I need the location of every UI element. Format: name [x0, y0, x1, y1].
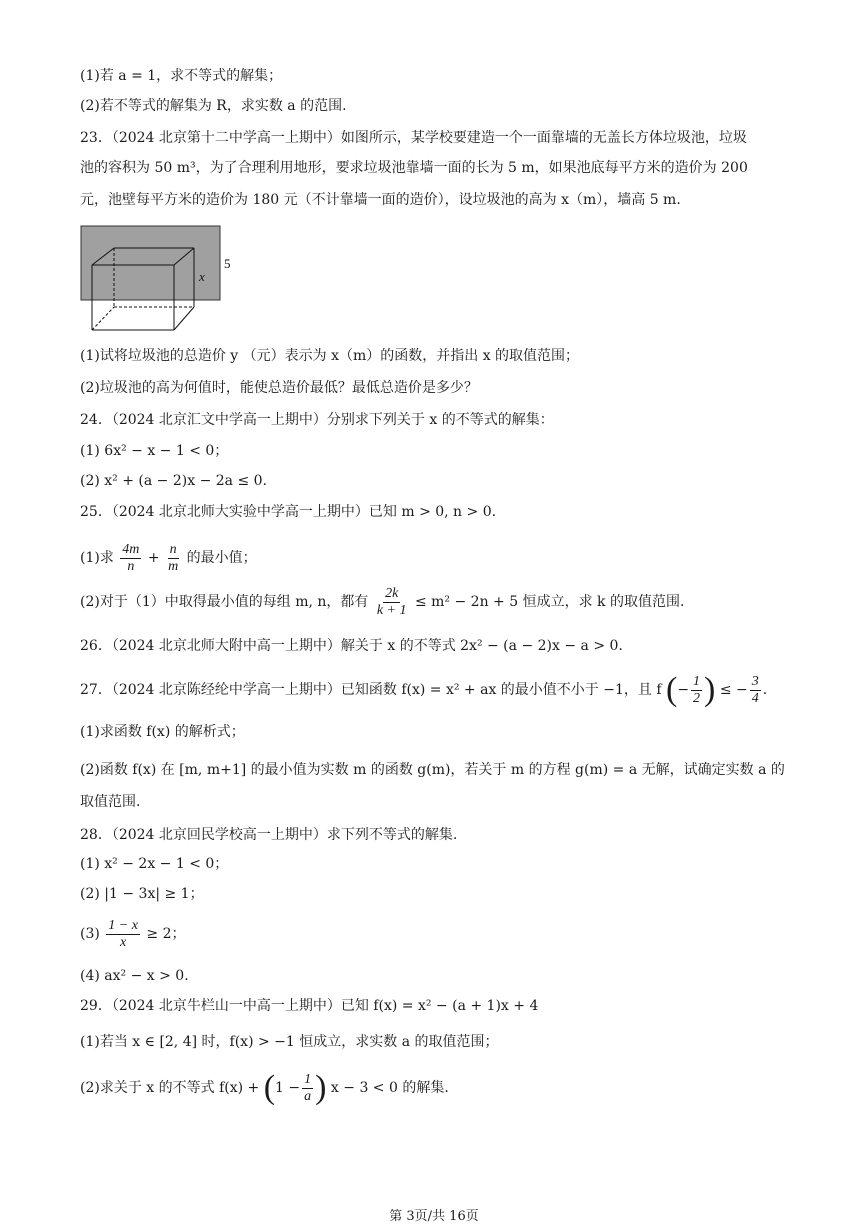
- q27-part2-line2: 取值范围.: [80, 794, 141, 810]
- q23-stem-line1: 23．（2024 北京第十二中学高一上期中）如图所示，某学校要建造一个一面靠墙的无盖长方体垃圾池，垃圾: [80, 130, 747, 146]
- frac-denominator: n: [127, 558, 135, 574]
- q24-part2: (2) x² + (a − 2)x − 2a ≤ 0.: [80, 473, 267, 489]
- frac-numerator: 1: [304, 1071, 312, 1087]
- right-paren: ): [315, 1069, 327, 1106]
- q27-stem: 27．（2024 北京陈经纶中学高一上期中）已知函数 f(x) = x² + ax 的最小值不小于 −1，且 f (− $\frac{1}{2}$ ) ≤ − $\frac{3}{4}$ .: [80, 671, 768, 708]
- right-paren: ): [704, 671, 716, 708]
- q28-stem: 28．（2024 北京回民学校高一上期中）求下列不等式的解集.: [80, 827, 458, 843]
- q24-part1: (1) 6x² − x − 1 < 0；: [80, 443, 229, 459]
- left-paren: (: [665, 671, 678, 708]
- frac-numerator: 1: [693, 673, 701, 689]
- q23-stem-line3: 元，池壁每平方米的造价为 180 元（不计靠墙一面的造价），设垃圾池的高为 x（m），墙高 5 m.: [80, 192, 681, 208]
- q23-stem-line2: 池的容积为 50 m³，为了合理利用地形，要求垃圾池靠墙一面的长为 5 m，如果池底每平方米的造价为 200: [80, 160, 748, 176]
- height-label: x: [199, 269, 205, 284]
- q27-stem-prefix: 27．（2024 北京陈经纶中学高一上期中）已知函数 f(x) = x² + ax 的最小值不小于 −1，且 f: [80, 682, 662, 698]
- q28-part3-prefix: (3): [80, 926, 100, 942]
- plus-sign: +: [147, 550, 160, 566]
- q25-frac-2k: [375, 586, 409, 619]
- q29-part2: [80, 1068, 808, 1108]
- one-minus: 1 −: [275, 1080, 301, 1096]
- frac-denominator: m: [168, 558, 179, 574]
- frac-denominator: x: [120, 934, 127, 950]
- q27-part1: (1)求函数 f(x) 的解析式；: [80, 724, 245, 740]
- wall-height-label: 5: [224, 256, 231, 271]
- q26-stem: 26．（2024 北京北师大附中高一上期中）解关于 x 的不等式 2x² − (a − 2)x − a > 0.: [80, 638, 623, 654]
- q25-part2-suffix: ≤ m² − 2n + 5 恒成立，求 k 的取值范围.: [414, 594, 685, 610]
- q29-part1: (1)若当 x ∈ [2, 4] 时，f(x) > −1 恒成立，求实数 a 的取值范围；: [80, 1034, 499, 1050]
- frac-numerator: 4m: [122, 541, 140, 557]
- garbage-pool-diagram: [78, 222, 238, 337]
- box-edge-br: [174, 307, 194, 330]
- page-footer: 第 3页/共 16页: [389, 1209, 479, 1224]
- frac-denominator: k + 1: [376, 602, 407, 618]
- q23-part2: (2)垃圾池的高为何值时，能使总造价最低？最低总造价是多少？: [80, 380, 478, 396]
- frac-denominator: 2: [693, 690, 701, 706]
- q28-frac: [106, 918, 140, 951]
- q25-part1-prefix: (1)求: [80, 550, 114, 566]
- q25-part1-suffix: 的最小值；: [186, 550, 257, 566]
- frac-denominator: a: [304, 1088, 312, 1104]
- q29-frac-one-over-a: [302, 1072, 313, 1105]
- frac-numerator: 1 − x: [108, 917, 138, 933]
- q25-part2: [80, 584, 808, 620]
- q28-part2: (2) |1 − 3x| ≥ 1；: [80, 886, 204, 902]
- minus-sign: −: [677, 682, 690, 698]
- wall-rect: [81, 226, 220, 300]
- q25-frac-n-m: [166, 542, 180, 575]
- left-paren: (: [263, 1069, 276, 1106]
- frac-numerator: n: [169, 541, 177, 557]
- q27-frac-three-quarters: [750, 674, 761, 707]
- q22-part2: (2)若不等式的解集为 R，求实数 a 的范围.: [80, 98, 347, 114]
- q28-part3: [80, 914, 808, 954]
- frac-denominator: 4: [751, 690, 759, 706]
- q27-leq: ≤ −: [719, 682, 748, 698]
- q28-part3-suffix: ≥ 2；: [146, 926, 186, 942]
- q25-part1: [80, 540, 808, 576]
- q23-part1: (1)试将垃圾池的总造价 y （元）表示为 x（m）的函数，并指出 x 的取值范围；: [80, 348, 580, 364]
- q28-part4: (4) ax² − x > 0.: [80, 968, 189, 984]
- q27-frac-half: [691, 674, 702, 707]
- q29-stem: 29．（2024 北京牛栏山一中高一上期中）已知 f(x) = x² − (a + 1)x + 4: [80, 998, 539, 1014]
- frac-numerator: 3: [751, 673, 759, 689]
- q22-part1: (1)若 a = 1，求不等式的解集；: [80, 68, 283, 84]
- box-edge-bl-hidden: [92, 307, 114, 330]
- q25-frac-4m-n: [120, 542, 141, 575]
- q27-part2-line1: (2)函数 f(x) 在 [m, m+1] 的最小值为实数 m 的函数 g(m)，若关于 m 的方程 g(m) = a 无解，试确定实数 a 的: [80, 762, 785, 778]
- q29-part2-prefix: (2)求关于 x 的不等式 f(x) +: [80, 1080, 260, 1096]
- q25-part2-prefix: (2)对于（1）中取得最小值的每组 m, n，都有: [80, 594, 369, 610]
- frac-numerator: 2k: [385, 585, 399, 601]
- q25-stem: 25．（2024 北京北师大实验中学高一上期中）已知 m > 0, n > 0.: [80, 504, 497, 520]
- q24-stem: 24．（2024 北京汇文中学高一上期中）分别求下列关于 x 的不等式的解集：: [80, 412, 554, 428]
- q28-part1: (1) x² − 2x − 1 < 0；: [80, 856, 229, 872]
- garbage-pool-figure: [78, 222, 238, 337]
- q29-part2-suffix: x − 3 < 0 的解集.: [330, 1080, 449, 1096]
